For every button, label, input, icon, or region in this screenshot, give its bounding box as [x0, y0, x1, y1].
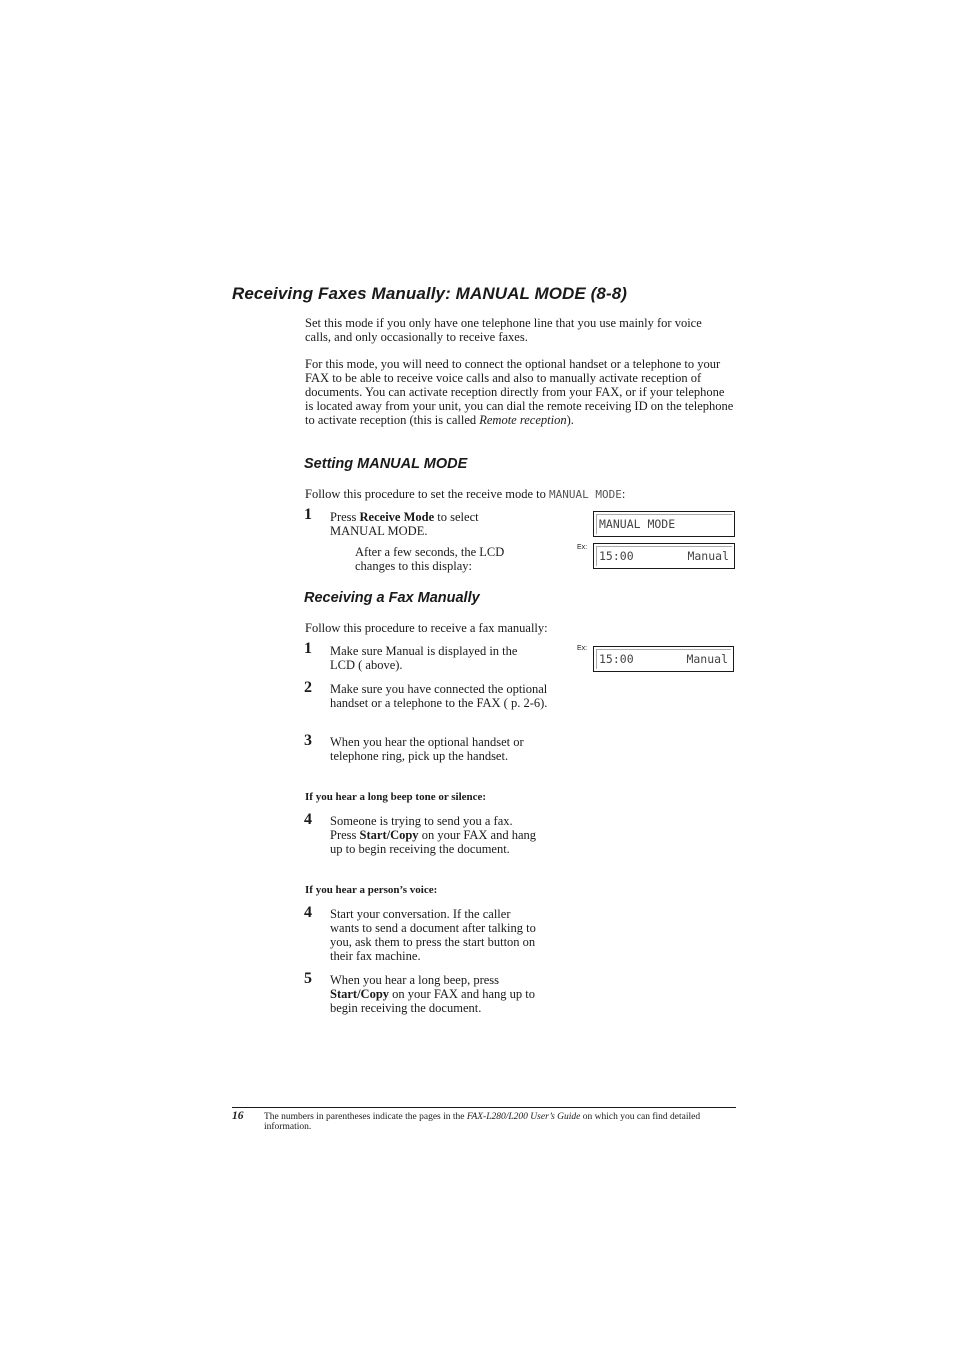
receiving-step-2-text: Make sure you have connected the optional handset or a telephone to the FAX ( p. 2-6). — [330, 682, 548, 710]
receiving-step-4b-number: 4 — [304, 904, 312, 921]
receiving-step-1-number: 1 — [304, 640, 312, 657]
intro-text-2a: For this mode, you will need to connect the optional handset or a telephone to your FAX to be able to receive voice calls and also to manually activate reception of documents. You can activate reception directly from your FAX, or if your telephone is located away from your unit, you can dial the remote receiving ID on the telephone to activate reception (this is called — [305, 357, 734, 427]
footer-rule — [232, 1107, 736, 1108]
receiving-step-5-number: 5 — [304, 970, 312, 987]
receiving-step-4a-text — [330, 814, 542, 856]
setting-heading: Setting MANUAL MODE — [304, 456, 468, 472]
step-4a-a: Someone is trying to send you a fax. Press — [330, 814, 513, 842]
receive-mode-key: Receive Mode — [359, 510, 435, 524]
footer-note-italic: FAX-L280/L200 User’s Guide — [466, 1112, 581, 1122]
lcd-display-manual-mode — [593, 511, 735, 537]
subheading-persons-voice: If you hear a person’s voice: — [305, 884, 438, 896]
step-4a-b: on your FAX and hang up to begin receiving the document. — [330, 828, 537, 856]
setting-lead-text: Follow this procedure to set the receive mode to — [305, 487, 550, 501]
intro-paragraph-2 — [305, 357, 735, 427]
receiving-step-3-number: 3 — [304, 732, 312, 749]
footer-note-a: The numbers in parentheses indicate the pages in the — [264, 1112, 467, 1122]
subheading-beep-tone: If you hear a long beep tone or silence: — [305, 791, 487, 803]
lcd-display-standby — [593, 543, 735, 569]
intro-text-2-italic: Remote reception — [479, 413, 567, 427]
step-5-a: When you hear a long beep, press — [330, 973, 500, 987]
example-label: Ex: — [577, 544, 588, 551]
setting-step-1-a: Press — [330, 510, 360, 524]
example-label-2: Ex: — [577, 645, 588, 652]
intro-paragraph-1 — [305, 316, 730, 344]
lcd-time: 15:00 — [599, 549, 634, 563]
setting-step-1-number: 1 — [304, 506, 312, 523]
intro-text-1: Set this mode if you only have one telephone line that you use mainly for voice calls, and only occasionally to receive faxes. — [305, 316, 702, 344]
receiving-heading: Receiving a Fax Manually — [304, 590, 480, 606]
lcd-time-2: 15:00 — [599, 652, 634, 666]
receiving-step-4b-text: Start your conversation. If the caller wants to send a document after talking to you, ask them to press the start button on their fax machine. — [330, 907, 536, 963]
setting-lead-mono: MANUAL MODE — [549, 488, 622, 501]
receiving-step-3-text: When you hear the optional handset or telephone ring, pick up the handset. — [330, 735, 524, 763]
setting-lead-end: : — [621, 487, 626, 501]
footer-note — [264, 1112, 738, 1132]
receiving-step-1-text: Make sure Manual is displayed in the LCD ( above). — [330, 644, 518, 672]
setting-lead — [305, 487, 725, 502]
step-5-b: on your FAX and hang up to begin receiving the document. — [330, 987, 535, 1015]
lcd-display-text: MANUAL MODE — [599, 517, 676, 531]
receiving-step-4a-number: 4 — [304, 811, 312, 828]
page-number: 16 — [232, 1110, 244, 1122]
setting-step-1-text — [330, 510, 510, 538]
start-copy-key: Start/Copy — [359, 828, 419, 842]
page-title: Receiving Faxes Manually: MANUAL MODE (8-8) — [232, 284, 628, 303]
lcd-display-manual — [593, 646, 734, 672]
lcd-mode: Manual — [687, 549, 729, 563]
receiving-step-2-number: 2 — [304, 679, 312, 696]
footer-note-b: on which you can find detailed information. — [264, 1112, 701, 1132]
lcd-mode-2: Manual — [686, 652, 728, 666]
receiving-lead: Follow this procedure to receive a fax manually: — [305, 621, 548, 635]
start-copy-key-2: Start/Copy — [330, 987, 390, 1001]
setting-step-1-note: After a few seconds, the LCD changes to this display: — [355, 545, 505, 573]
setting-step-1-b: to select MANUAL MODE. — [330, 510, 479, 538]
intro-text-2b: ). — [566, 413, 574, 427]
receiving-step-5-text — [330, 973, 540, 1015]
